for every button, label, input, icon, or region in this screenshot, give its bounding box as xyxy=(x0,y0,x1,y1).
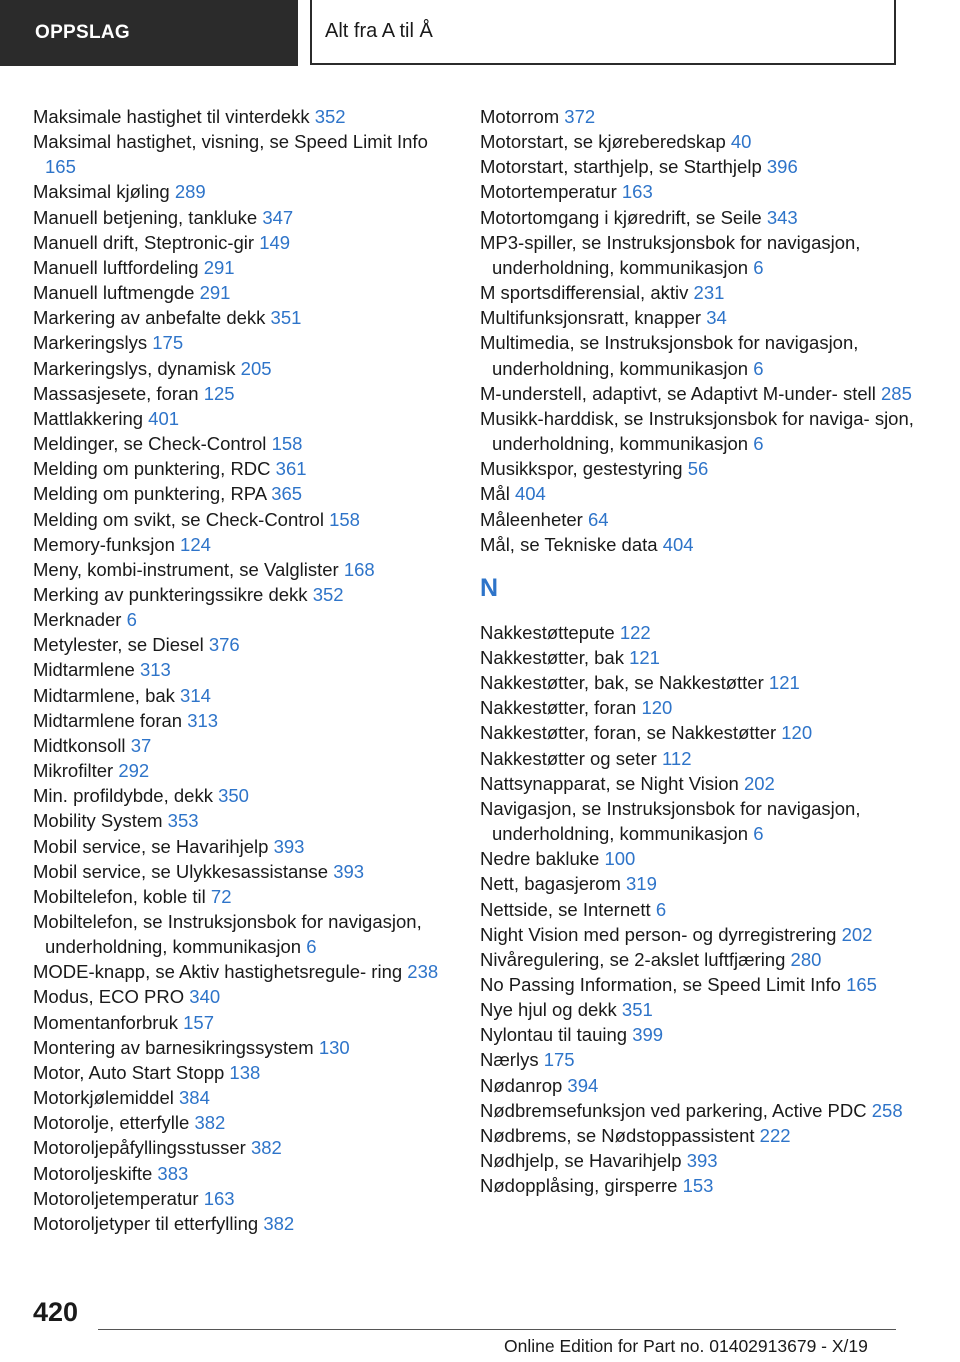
entry-text: Modus, ECO PRO xyxy=(33,986,185,1008)
entry-text: Nye hjul og dekk xyxy=(480,999,617,1021)
entry-text: Mattlakkering xyxy=(33,407,144,429)
page-reference-link[interactable]: 404 xyxy=(514,483,546,505)
page-reference-link[interactable]: 6 xyxy=(753,357,764,379)
page-reference-link[interactable]: 158 xyxy=(329,508,360,530)
entry-text: Melding om punktering, RPA xyxy=(33,483,267,505)
page-reference-link[interactable]: 399 xyxy=(632,1024,664,1046)
page-reference-link[interactable]: 124 xyxy=(180,533,211,555)
entry-text: Musikk-harddisk, se Instruksjonsbok for naviga‐ sjon, underholdning, kommunikasjon xyxy=(480,407,914,455)
page-reference-link[interactable]: 64 xyxy=(587,508,609,530)
page-reference-link[interactable]: 313 xyxy=(139,659,171,681)
entry-text: Nett, bagasjerom xyxy=(480,873,621,895)
footer-edition xyxy=(504,1336,894,1357)
page-reference-link[interactable]: 163 xyxy=(621,181,653,203)
index-entry xyxy=(33,859,458,884)
page-reference-link[interactable]: 163 xyxy=(203,1187,235,1209)
entry-text: Nødbremsefunksjon ved parkering, Active PDC xyxy=(480,1099,867,1121)
index-entry xyxy=(33,733,458,758)
index-entry xyxy=(480,670,920,695)
index-column-right xyxy=(480,104,920,1198)
index-entry xyxy=(33,758,458,783)
page-reference-link[interactable]: 393 xyxy=(273,835,305,857)
page-reference-link[interactable]: 372 xyxy=(564,106,596,127)
letter-spacer xyxy=(480,613,920,620)
entry-text: Maksimale hastighet til vinterdekk xyxy=(33,106,310,127)
index-entry xyxy=(33,481,458,506)
entry-text: Momentanforbruk xyxy=(33,1011,178,1033)
entry-text: Mål, se Tekniske data xyxy=(480,533,658,555)
index-entry xyxy=(33,632,458,657)
footer-divider xyxy=(98,1329,896,1330)
entry-text: Motor, Auto Start Stopp xyxy=(33,1061,225,1083)
entry-text: M-understell, adaptivt, se Adaptivt M-under‐ stell xyxy=(480,382,876,404)
index-entry xyxy=(33,959,458,984)
entry-text: Midtarmlene xyxy=(33,659,135,681)
entry-text: Motorrom xyxy=(480,106,560,127)
index-entry xyxy=(33,330,458,355)
page-reference-link[interactable]: 157 xyxy=(183,1011,214,1033)
entry-text: Mobiltelefon, koble til xyxy=(33,885,206,907)
page-reference-link[interactable]: 258 xyxy=(871,1099,903,1121)
entry-text: MP3-spiller, se Instruksjonsbok for navigasjon, underholdning, kommunikasjon xyxy=(480,231,861,278)
index-entry xyxy=(33,305,458,330)
entry-text: Meny, kombi-instrument, se Valglister xyxy=(33,558,339,580)
page-reference-link[interactable]: 222 xyxy=(759,1124,791,1146)
index-entry xyxy=(480,947,920,972)
index-entry xyxy=(33,1186,458,1211)
index-entry xyxy=(33,255,458,280)
entry-text: Melding om punktering, RDC xyxy=(33,458,271,480)
index-entry xyxy=(33,1010,458,1035)
index-entry xyxy=(480,532,920,557)
index-entry xyxy=(33,884,458,909)
index-entry xyxy=(33,456,458,481)
entry-text: Nakkestøtter, bak, se Nakkestøtter xyxy=(480,672,764,694)
index-entry xyxy=(33,1085,458,1110)
page-reference-link[interactable]: 382 xyxy=(194,1112,226,1134)
entry-text: Mobiltelefon, se Instruksjonsbok for navigasjon, underholdning, kommunikasjon xyxy=(33,911,422,958)
index-entry xyxy=(480,406,920,456)
index-group-n xyxy=(480,620,920,1199)
entry-text: MODE-knapp, se Aktiv hastighetsregule‐ ring xyxy=(33,961,403,983)
index-entry xyxy=(480,179,920,204)
page-reference-link[interactable]: 153 xyxy=(682,1175,714,1197)
page-reference-link[interactable]: 37 xyxy=(130,734,152,756)
page-reference-link[interactable]: 394 xyxy=(567,1074,599,1096)
page-reference-link[interactable]: 340 xyxy=(189,986,221,1008)
entry-text: Nivåregulering, se 2-akslet luftfjæring xyxy=(480,948,786,970)
index-entry xyxy=(480,104,920,129)
entry-text: Måleenheter xyxy=(480,508,583,530)
index-entry xyxy=(33,406,458,431)
page-reference-link[interactable]: 168 xyxy=(343,558,375,580)
page-reference-link[interactable]: 6 xyxy=(753,433,764,455)
entry-text: Manuell drift, Steptronic-gir xyxy=(33,231,255,253)
entry-text: Nakkestøtter, bak xyxy=(480,646,624,668)
index-entry xyxy=(480,330,920,380)
index-entry xyxy=(480,456,920,481)
index-entry xyxy=(480,129,920,154)
entry-text: Merknader xyxy=(33,609,122,631)
page-reference-link[interactable]: 376 xyxy=(208,634,240,656)
index-entry xyxy=(33,582,458,607)
index-entry xyxy=(480,897,920,922)
chapter-tab xyxy=(310,0,896,65)
entry-text: Musikkspor, gestestyring xyxy=(480,458,683,480)
index-entry xyxy=(480,871,920,896)
entry-text: Motortemperatur xyxy=(480,181,617,203)
entry-text: No Passing Information, se Speed Limit Info xyxy=(480,974,841,995)
page-reference-link[interactable]: 291 xyxy=(199,282,231,304)
entry-text: Midtkonsoll xyxy=(33,734,126,756)
index-entry xyxy=(480,620,920,645)
entry-text: Maksimal kjøling xyxy=(33,181,170,203)
index-entry xyxy=(33,1161,458,1186)
page-reference-link[interactable]: 202 xyxy=(743,772,775,794)
entry-text: Manuell betjening, tankluke xyxy=(33,206,258,228)
entry-text: Motorolje, etterfylle xyxy=(33,1112,190,1134)
index-entry xyxy=(480,720,920,745)
page-reference-link[interactable]: 202 xyxy=(841,923,873,945)
index-entry xyxy=(480,230,920,280)
page-reference-link[interactable]: 121 xyxy=(768,672,800,694)
entry-text: Nærlys xyxy=(480,1049,539,1071)
index-entry xyxy=(480,922,920,947)
page-reference-link[interactable]: 100 xyxy=(604,848,636,870)
index-entry xyxy=(33,708,458,733)
page-reference-link[interactable]: 352 xyxy=(314,106,346,127)
page-reference-link[interactable]: 149 xyxy=(259,231,291,253)
page-reference-link[interactable]: 347 xyxy=(262,206,294,228)
page-reference-link[interactable]: 314 xyxy=(180,684,211,706)
entry-text: Motoroljetemperatur xyxy=(33,1187,199,1209)
index-entry xyxy=(480,1148,920,1173)
index-entry xyxy=(33,356,458,381)
page-number: 420 xyxy=(33,1297,79,1327)
entry-text: Mikrofilter xyxy=(33,760,114,782)
page-reference-link[interactable]: 353 xyxy=(167,810,199,832)
page-reference-link[interactable]: 382 xyxy=(263,1212,295,1234)
entry-text: Motorkjølemiddel xyxy=(33,1087,174,1109)
entry-text: Melding om svikt, se Check-Control xyxy=(33,508,324,530)
page-reference-link[interactable]: 396 xyxy=(766,156,798,178)
index-entry xyxy=(480,771,920,796)
page-reference-link[interactable]: 365 xyxy=(271,483,303,505)
entry-text: Motorstart, se kjøreberedskap xyxy=(480,131,726,153)
page-reference-link[interactable]: 6 xyxy=(753,823,764,845)
index-entry xyxy=(480,1022,920,1047)
page-reference-link[interactable]: 56 xyxy=(687,458,709,480)
entry-text: Merking av punkteringssikre dekk xyxy=(33,583,308,605)
page-reference-link[interactable]: 352 xyxy=(312,583,344,605)
index-entry xyxy=(33,104,458,129)
entry-text: Navigasjon, se Instruksjonsbok for navigasjon, underholdning, kommunikasjon xyxy=(480,797,861,845)
page-reference-link[interactable]: 351 xyxy=(621,999,653,1021)
index-entry xyxy=(480,846,920,871)
page-reference-link[interactable]: 120 xyxy=(641,697,673,719)
page-reference-link[interactable]: 6 xyxy=(306,936,317,958)
index-entry xyxy=(33,783,458,808)
index-entry xyxy=(33,909,458,959)
section-tab xyxy=(0,0,298,66)
index-entry xyxy=(33,129,458,179)
page-reference-link[interactable]: 175 xyxy=(152,332,184,354)
page-reference-link[interactable]: 361 xyxy=(275,458,307,480)
entry-text: Mobil service, se Ulykkesassistanse xyxy=(33,860,329,882)
index-entry xyxy=(33,657,458,682)
index-entry xyxy=(33,179,458,204)
page-reference-link[interactable]: 393 xyxy=(333,860,365,882)
index-entry xyxy=(480,205,920,230)
entry-text: Nylontau til tauing xyxy=(480,1024,628,1046)
entry-text: Montering av barnesikringssystem xyxy=(33,1036,314,1058)
entry-text: Markeringslys xyxy=(33,332,148,354)
index-entry xyxy=(480,507,920,532)
index-entry xyxy=(480,746,920,771)
section-label: OPPSLAG xyxy=(35,22,131,43)
entry-text: Nødbrems, se Nødstoppassistent xyxy=(480,1124,755,1146)
page-reference-link[interactable]: 34 xyxy=(706,307,727,329)
page-reference-link[interactable]: 6 xyxy=(126,609,137,631)
page-reference-link[interactable]: 285 xyxy=(881,382,912,404)
index-entry xyxy=(480,381,920,406)
entry-text: Metylester, se Diesel xyxy=(33,634,204,656)
index-entry xyxy=(33,808,458,833)
entry-text: Motortomgang i kjøredrift, se Seile xyxy=(480,206,762,228)
page-reference-link[interactable]: 130 xyxy=(318,1036,350,1058)
index-letter-heading: N xyxy=(480,573,499,602)
page-reference-link[interactable]: 384 xyxy=(179,1087,210,1109)
entry-text: Motorstart, starthjelp, se Starthjelp xyxy=(480,156,762,178)
entry-text: Markeringslys, dynamisk xyxy=(33,357,236,379)
index-entry xyxy=(480,695,920,720)
index-entry xyxy=(33,1035,458,1060)
page-reference-link[interactable]: 72 xyxy=(210,885,232,907)
page-reference-link[interactable]: 404 xyxy=(662,533,694,555)
index-entry xyxy=(480,154,920,179)
index-entry xyxy=(33,1060,458,1085)
entry-text: Min. profildybde, dekk xyxy=(33,785,213,807)
index-entry xyxy=(480,1123,920,1148)
page-reference-link[interactable]: 6 xyxy=(753,256,764,278)
entry-text: Multifunksjonsratt, knapper xyxy=(480,307,702,329)
entry-text: Nakkestøtter og seter xyxy=(480,747,657,769)
page-reference-link[interactable]: 292 xyxy=(118,760,150,782)
edition-text: Online Edition for Part no. 01402913679 - X/19 xyxy=(504,1336,868,1356)
index-entry xyxy=(33,834,458,859)
page-reference-link[interactable]: 125 xyxy=(203,382,235,404)
entry-text: Mål xyxy=(480,483,510,505)
page-reference-link[interactable]: 291 xyxy=(203,256,235,278)
entry-text: Meldinger, se Check-Control xyxy=(33,433,267,455)
entry-text: Mobility System xyxy=(33,810,163,832)
page-reference-link[interactable]: 120 xyxy=(781,722,813,744)
index-entry xyxy=(33,1110,458,1135)
entry-text: Night Vision med person- og dyrregistrering xyxy=(480,923,837,945)
index-entry xyxy=(33,532,458,557)
index-entry xyxy=(480,305,920,330)
page-reference-link[interactable]: 351 xyxy=(270,307,302,329)
index-entry xyxy=(33,280,458,305)
index-entry xyxy=(33,984,458,1009)
page-reference-link[interactable]: 280 xyxy=(790,948,822,970)
index-column-left xyxy=(33,104,458,1236)
index-entry xyxy=(480,1047,920,1072)
page-reference-link[interactable]: 158 xyxy=(271,433,303,455)
entry-text: Manuell luftmengde xyxy=(33,282,195,304)
page-reference-link[interactable]: 350 xyxy=(218,785,249,807)
entry-text: Nødhjelp, se Havarihjelp xyxy=(480,1150,682,1172)
page-reference-link[interactable]: 40 xyxy=(730,131,752,153)
page-reference-link[interactable]: 165 xyxy=(846,974,877,995)
page-reference-link[interactable]: 205 xyxy=(240,357,272,379)
index-entry xyxy=(33,1135,458,1160)
page-reference-link[interactable]: 238 xyxy=(407,961,439,983)
index-entry xyxy=(480,645,920,670)
entry-text: Nakkestøttepute xyxy=(480,621,615,643)
index-entry xyxy=(480,972,920,997)
index-entry xyxy=(480,1098,920,1123)
entry-text: Memory-funksjon xyxy=(33,533,175,555)
page-reference-link[interactable]: 319 xyxy=(626,873,657,895)
index-entry xyxy=(33,1211,458,1236)
index-entry xyxy=(480,997,920,1022)
page-reference-link[interactable]: 138 xyxy=(229,1061,261,1083)
index-entry xyxy=(33,230,458,255)
index-entry xyxy=(33,507,458,532)
entry-text: Mobil service, se Havarihjelp xyxy=(33,835,269,857)
page-reference-link[interactable]: 383 xyxy=(157,1162,189,1184)
entry-text: Nettside, se Internett xyxy=(480,898,651,920)
index-entry xyxy=(33,381,458,406)
entry-text: Nakkestøtter, foran, se Nakkestøtter xyxy=(480,722,777,744)
entry-text: Manuell luftfordeling xyxy=(33,256,199,278)
page-reference-link[interactable]: 112 xyxy=(661,747,692,769)
page-header xyxy=(0,0,960,66)
index-entry xyxy=(33,431,458,456)
page-reference-link[interactable]: 175 xyxy=(543,1049,575,1071)
entry-text: Midtarmlene foran xyxy=(33,709,183,731)
index-entry xyxy=(480,280,920,305)
entry-text: Motoroljeskifte xyxy=(33,1162,153,1184)
page-reference-link[interactable]: 382 xyxy=(250,1137,282,1159)
page-reference-link[interactable]: 289 xyxy=(174,181,206,203)
page-reference-link[interactable]: 6 xyxy=(655,898,667,920)
entry-text: Nakkestøtter, foran xyxy=(480,697,637,719)
page-reference-link[interactable]: 401 xyxy=(148,407,180,429)
entry-text: Motoroljepåfyllingsstusser xyxy=(33,1137,246,1159)
page-reference-link[interactable]: 313 xyxy=(187,709,219,731)
page-reference-link[interactable]: 165 xyxy=(45,156,76,178)
index-entry xyxy=(480,1173,920,1198)
index-entry xyxy=(480,796,920,846)
index-entry xyxy=(33,607,458,632)
page-reference-link[interactable]: 231 xyxy=(693,282,725,304)
entry-text: Maksimal hastighet, visning, se Speed Limit Info xyxy=(33,131,428,153)
entry-text: Massasjesete, foran xyxy=(33,382,199,404)
page-reference-link[interactable]: 122 xyxy=(619,621,651,643)
page-reference-link[interactable]: 121 xyxy=(629,646,660,668)
index-entry xyxy=(480,1073,920,1098)
index-entry xyxy=(480,481,920,506)
entry-text: Markering av anbefalte dekk xyxy=(33,307,266,329)
entry-text: Nedre bakluke xyxy=(480,848,600,870)
page-reference-link[interactable]: 343 xyxy=(766,206,798,228)
index-entry xyxy=(33,557,458,582)
entry-text: Midtarmlene, bak xyxy=(33,684,175,706)
index-entry xyxy=(33,205,458,230)
index-entry xyxy=(33,683,458,708)
page-reference-link[interactable]: 393 xyxy=(686,1150,718,1172)
entry-text: Nattsynapparat, se Night Vision xyxy=(480,772,739,794)
chapter-title: Alt fra A til Å xyxy=(325,20,433,42)
entry-text: Nødanrop xyxy=(480,1074,563,1096)
index-group-m xyxy=(480,104,920,557)
entry-text: M sportsdifferensial, aktiv xyxy=(480,282,689,304)
entry-text: Multimedia, se Instruksjonsbok for navigasjon, underholdning, kommunikasjon xyxy=(480,332,859,379)
entry-text: Nødopplåsing, girsperre xyxy=(480,1175,678,1197)
entry-text: Motoroljetyper til etterfylling xyxy=(33,1212,259,1234)
